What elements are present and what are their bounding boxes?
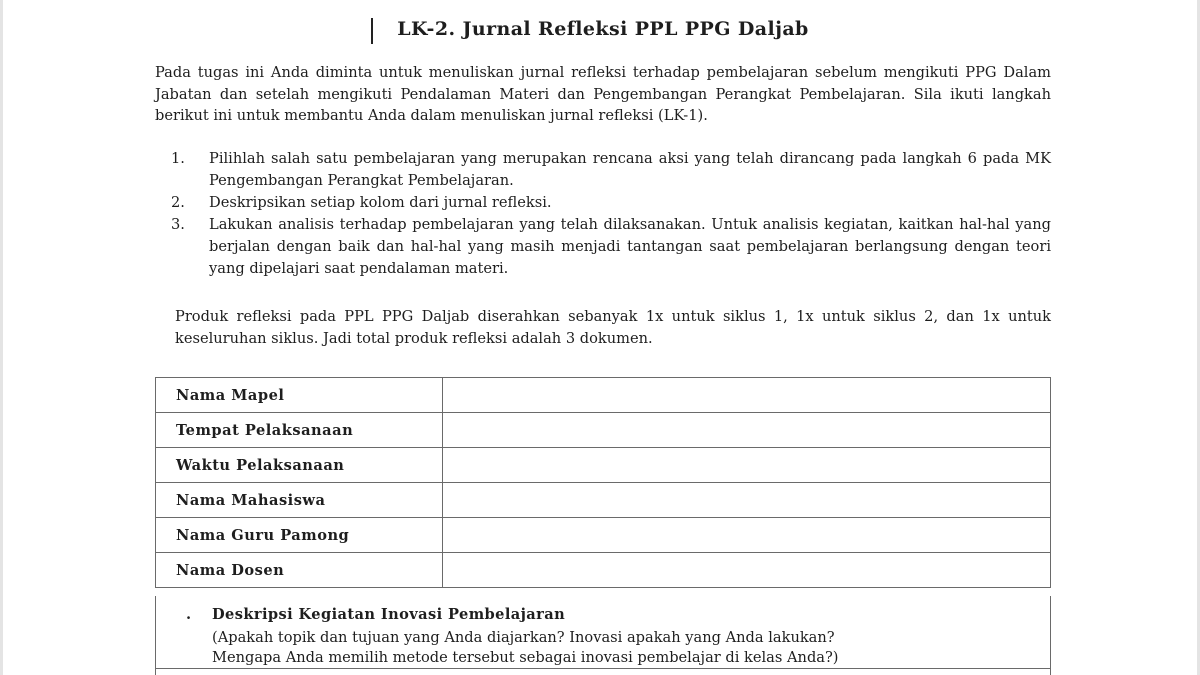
- step-number: 3.: [171, 216, 185, 233]
- section-heading: [186, 606, 565, 623]
- table-row: [156, 553, 1051, 588]
- step-number: 2.: [171, 194, 185, 211]
- field-label: Nama Mapel: [156, 378, 443, 413]
- section-heading-text: Deskripsi Kegiatan Inovasi Pembelajaran: [212, 606, 566, 623]
- field-value-cell[interactable]: [443, 378, 1051, 413]
- list-item: [171, 148, 1051, 192]
- field-value-cell[interactable]: [443, 518, 1051, 553]
- innovation-description-section: [155, 596, 1051, 675]
- section-prompt: [212, 628, 1032, 668]
- table-row: [156, 448, 1051, 483]
- field-label: Nama Guru Pamong: [156, 518, 443, 553]
- table-divider: [156, 668, 1050, 669]
- step-text: Lakukan analisis terhadap pembelajaran yang telah dilaksanakan. Untuk analisis kegiatan, kaitkan hal-hal yang berjalan dengan baik dan hal-hal yang masih menjadi tantangan saat pembelajaran berlangsung dengan teori yang dipelajari saat pendalaman materi.: [209, 216, 1051, 277]
- field-value-cell[interactable]: [443, 553, 1051, 588]
- field-label: Waktu Pelaksanaan: [156, 448, 443, 483]
- prompt-line: Mengapa Anda memilih metode tersebut sebagai inovasi pembelajar di kelas Anda?): [212, 649, 839, 666]
- field-value-cell[interactable]: [443, 483, 1051, 518]
- table-row: [156, 413, 1051, 448]
- outro-paragraph: Produk refleksi pada PPL PPG Daljab diserahkan sebanyak 1x untuk siklus 1, 1x untuk siklus 2, dan 1x untuk keseluruhan siklus. Jadi total produk refleksi adalah 3 dokumen.: [175, 308, 1051, 347]
- table-row: [156, 378, 1051, 413]
- bullet-marker: .: [186, 606, 192, 623]
- list-item: [171, 192, 1051, 214]
- field-label: Nama Mahasiswa: [156, 483, 443, 518]
- document-title: LK-2. Jurnal Refleksi PPL PPG Daljab: [397, 18, 809, 40]
- step-text: Deskripsikan setiap kolom dari jurnal refleksi.: [209, 194, 552, 211]
- field-value-cell[interactable]: [443, 413, 1051, 448]
- reflection-form-table: [155, 377, 1051, 588]
- field-label: Tempat Pelaksanaan: [156, 413, 443, 448]
- table-row: [156, 518, 1051, 553]
- steps-list: [171, 148, 1051, 280]
- prompt-line: (Apakah topik dan tujuan yang Anda diajarkan? Inovasi apakah yang Anda lakukan?: [212, 629, 835, 646]
- list-item: [171, 214, 1051, 280]
- field-label: Nama Dosen: [156, 553, 443, 588]
- intro-paragraph: Pada tugas ini Anda diminta untuk menuliskan jurnal refleksi terhadap pembelajaran sebelum mengikuti PPG Dalam Jabatan dan setelah mengikuti Pendalaman Materi dan Pengembangan Perangkat Pembelajaran. Sila ikuti langkah berikut ini untuk membantu Anda dalam menuliskan jurnal refleksi (LK-1).: [155, 64, 1051, 125]
- table-row: [156, 483, 1051, 518]
- step-number: 1.: [171, 150, 185, 167]
- field-value-cell[interactable]: [443, 448, 1051, 483]
- step-text: Pilihlah salah satu pembelajaran yang merupakan rencana aksi yang telah dirancang pada langkah 6 pada MK Pengembangan Perangkat Pembelajaran.: [209, 150, 1051, 189]
